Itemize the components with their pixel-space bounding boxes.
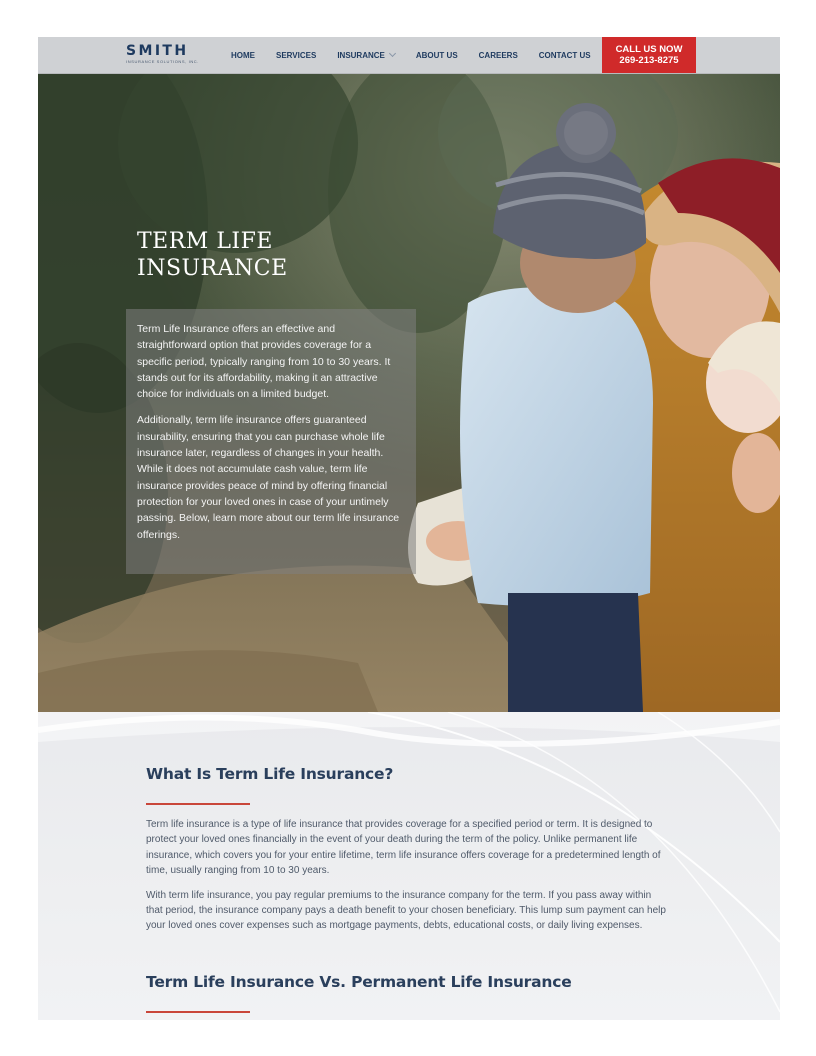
nav-item-insurance[interactable] [337, 51, 395, 60]
hero-paragraph-1: Term Life Insurance offers an effective and straightforward option that provides coverage for a specific period, typically ranging from 10 to 30 years. It stands out for its affordability, making it an attractive choice for individuals on a limited budget. [137, 323, 391, 401]
section-heading: What Is Term Life Insurance? [146, 765, 394, 783]
nav-item-careers[interactable]: CAREERS [478, 50, 518, 60]
call-us-button[interactable] [602, 37, 696, 73]
nav-item-contact-us[interactable]: CONTACT US [538, 50, 591, 60]
section-paragraph-2: With term life insurance, you pay regular premiums to the insurance company for the term. If you pass away within that period, the insurance company pays a death benefit to your chosen beneficiary. This lump sum payment can help your loved ones cover expenses such as mortgage payments, debts, educational costs, or daily living expenses. [146, 889, 666, 932]
chevron-down-icon [389, 50, 396, 57]
section-paragraph-1: Term life insurance is a type of life insurance that provides coverage for a specified period or term. It is designed to protect your loved ones financially in the event of your death during the term of the policy. Unlike permanent life insurance, which covers you for your entire lifetime, term life insurance offers coverage for a predetermined length of time, usually ranging from 10 to 30 years. [146, 819, 661, 877]
logo-tagline: INSURANCE SOLUTIONS, INC. [126, 59, 200, 64]
call-us-label: CALL US NOW [615, 44, 683, 55]
page [38, 37, 780, 1020]
hero-section [38, 73, 780, 712]
what-is-term-life-section [146, 765, 666, 943]
page-title-line-1: TERM LIFE [137, 229, 273, 254]
term-vs-permanent-section [146, 973, 666, 1013]
section-heading-2: Term Life Insurance Vs. Permanent Life Insurance [146, 973, 572, 991]
top-navigation [38, 37, 780, 74]
logo-wordmark: SMITH [126, 43, 189, 59]
nav-item-insurance-label: INSURANCE [337, 50, 385, 60]
hero-paragraph-2: Additionally, term life insurance offers guaranteed insurability, ensuring that you can purchase whole life insurance later, regardless of changes in your health. While it does not accumulate cash value, term life insurance provides peace of mind by offering financial protection for your loved ones in case of your untimely passing. Below, learn more about our term life insurance offerings. [137, 414, 400, 541]
phone-number: 269-213-8275 [619, 55, 679, 66]
nav-links [231, 37, 612, 73]
hero-intro-box [126, 309, 416, 574]
content-section [38, 712, 780, 1020]
nav-item-services[interactable]: SERVICES [276, 50, 317, 60]
page-title [137, 228, 357, 282]
page-title-line-2: INSURANCE [137, 256, 288, 281]
logo[interactable] [126, 43, 200, 69]
nav-item-home[interactable]: HOME [231, 50, 255, 60]
nav-item-about-us[interactable]: ABOUT US [415, 50, 458, 60]
heading-underline-2 [146, 1011, 250, 1013]
